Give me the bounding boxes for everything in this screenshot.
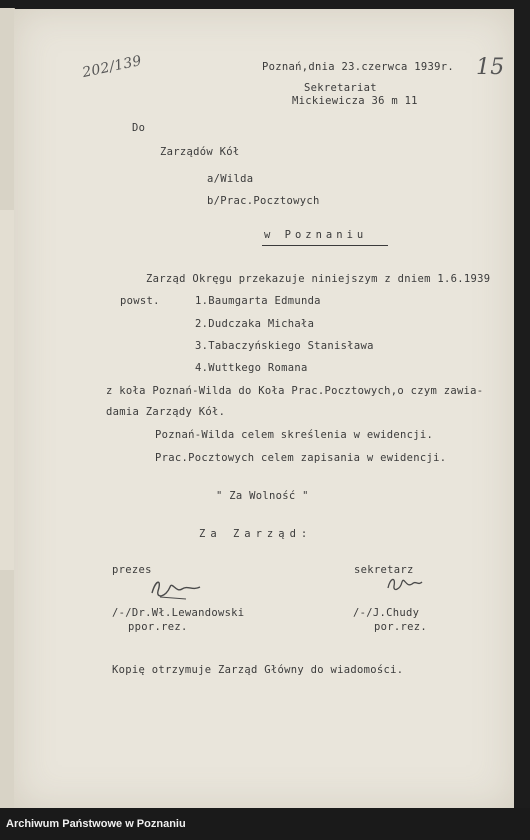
right-signer-role: sekretarz [354,564,414,576]
left-signer-name: /-/Dr.Wł.Lewandowski [112,607,245,619]
left-signer-rank: ppor.rez. [128,621,188,633]
page-number: 15 [476,55,505,80]
member-1: 1.Baumgarta Edmunda [195,295,321,307]
recipient-prefix: Do [132,122,146,134]
body-line-4: Poznań-Wilda celem skreślenia w ewidencji. [155,429,434,441]
body-line-2: z koła Poznań-Wilda do Koła Prac.Pocztowych,o czym zawia- [106,385,484,397]
left-signature [146,575,206,603]
archive-footer [0,808,530,840]
archive-name: Archiwum Państwowe w Poznaniu [6,818,186,830]
left-signer-role: prezes [112,564,152,576]
city-underline [262,245,388,246]
body-line-5: Prac.Pocztowych celem zapisania w ewidencji. [155,452,447,464]
copy-note: Kopię otrzymuje Zarząd Główny do wiadomości. [112,664,404,676]
body-line-3: damia Zarządy Kół. [106,406,226,418]
office-address: Mickiewicza 36 m 11 [292,95,418,107]
office-name: Sekretariat [304,82,377,94]
recipient-city: w Poznaniu [264,229,368,241]
recipient-b: b/Prac.Pocztowych [207,195,320,207]
member-4: 4.Wuttkego Romana [195,362,308,374]
right-signer-name: /-/J.Chudy [353,607,420,619]
archive-mark: 202/139 [80,52,144,82]
recipient-name: Zarządów Kół [160,146,240,158]
right-signature [384,572,424,596]
body-powst: powst. [120,295,160,307]
member-3: 3.Tabaczyńskiego Stanisława [195,340,374,352]
date-line: Poznań,dnia 23.czerwca 1939r. [262,61,455,73]
member-2: 2.Dudczaka Michała [195,318,315,330]
board-line: Za Zarząd: [199,528,313,540]
document-sheet [14,9,514,809]
right-signer-rank: por.rez. [374,621,427,633]
body-line-1: Zarząd Okręgu przekazuje niniejszym z dniem 1.6.1939 [146,273,491,285]
recipient-a: a/Wilda [207,173,254,185]
motto: " Za Wolność " [216,490,309,502]
